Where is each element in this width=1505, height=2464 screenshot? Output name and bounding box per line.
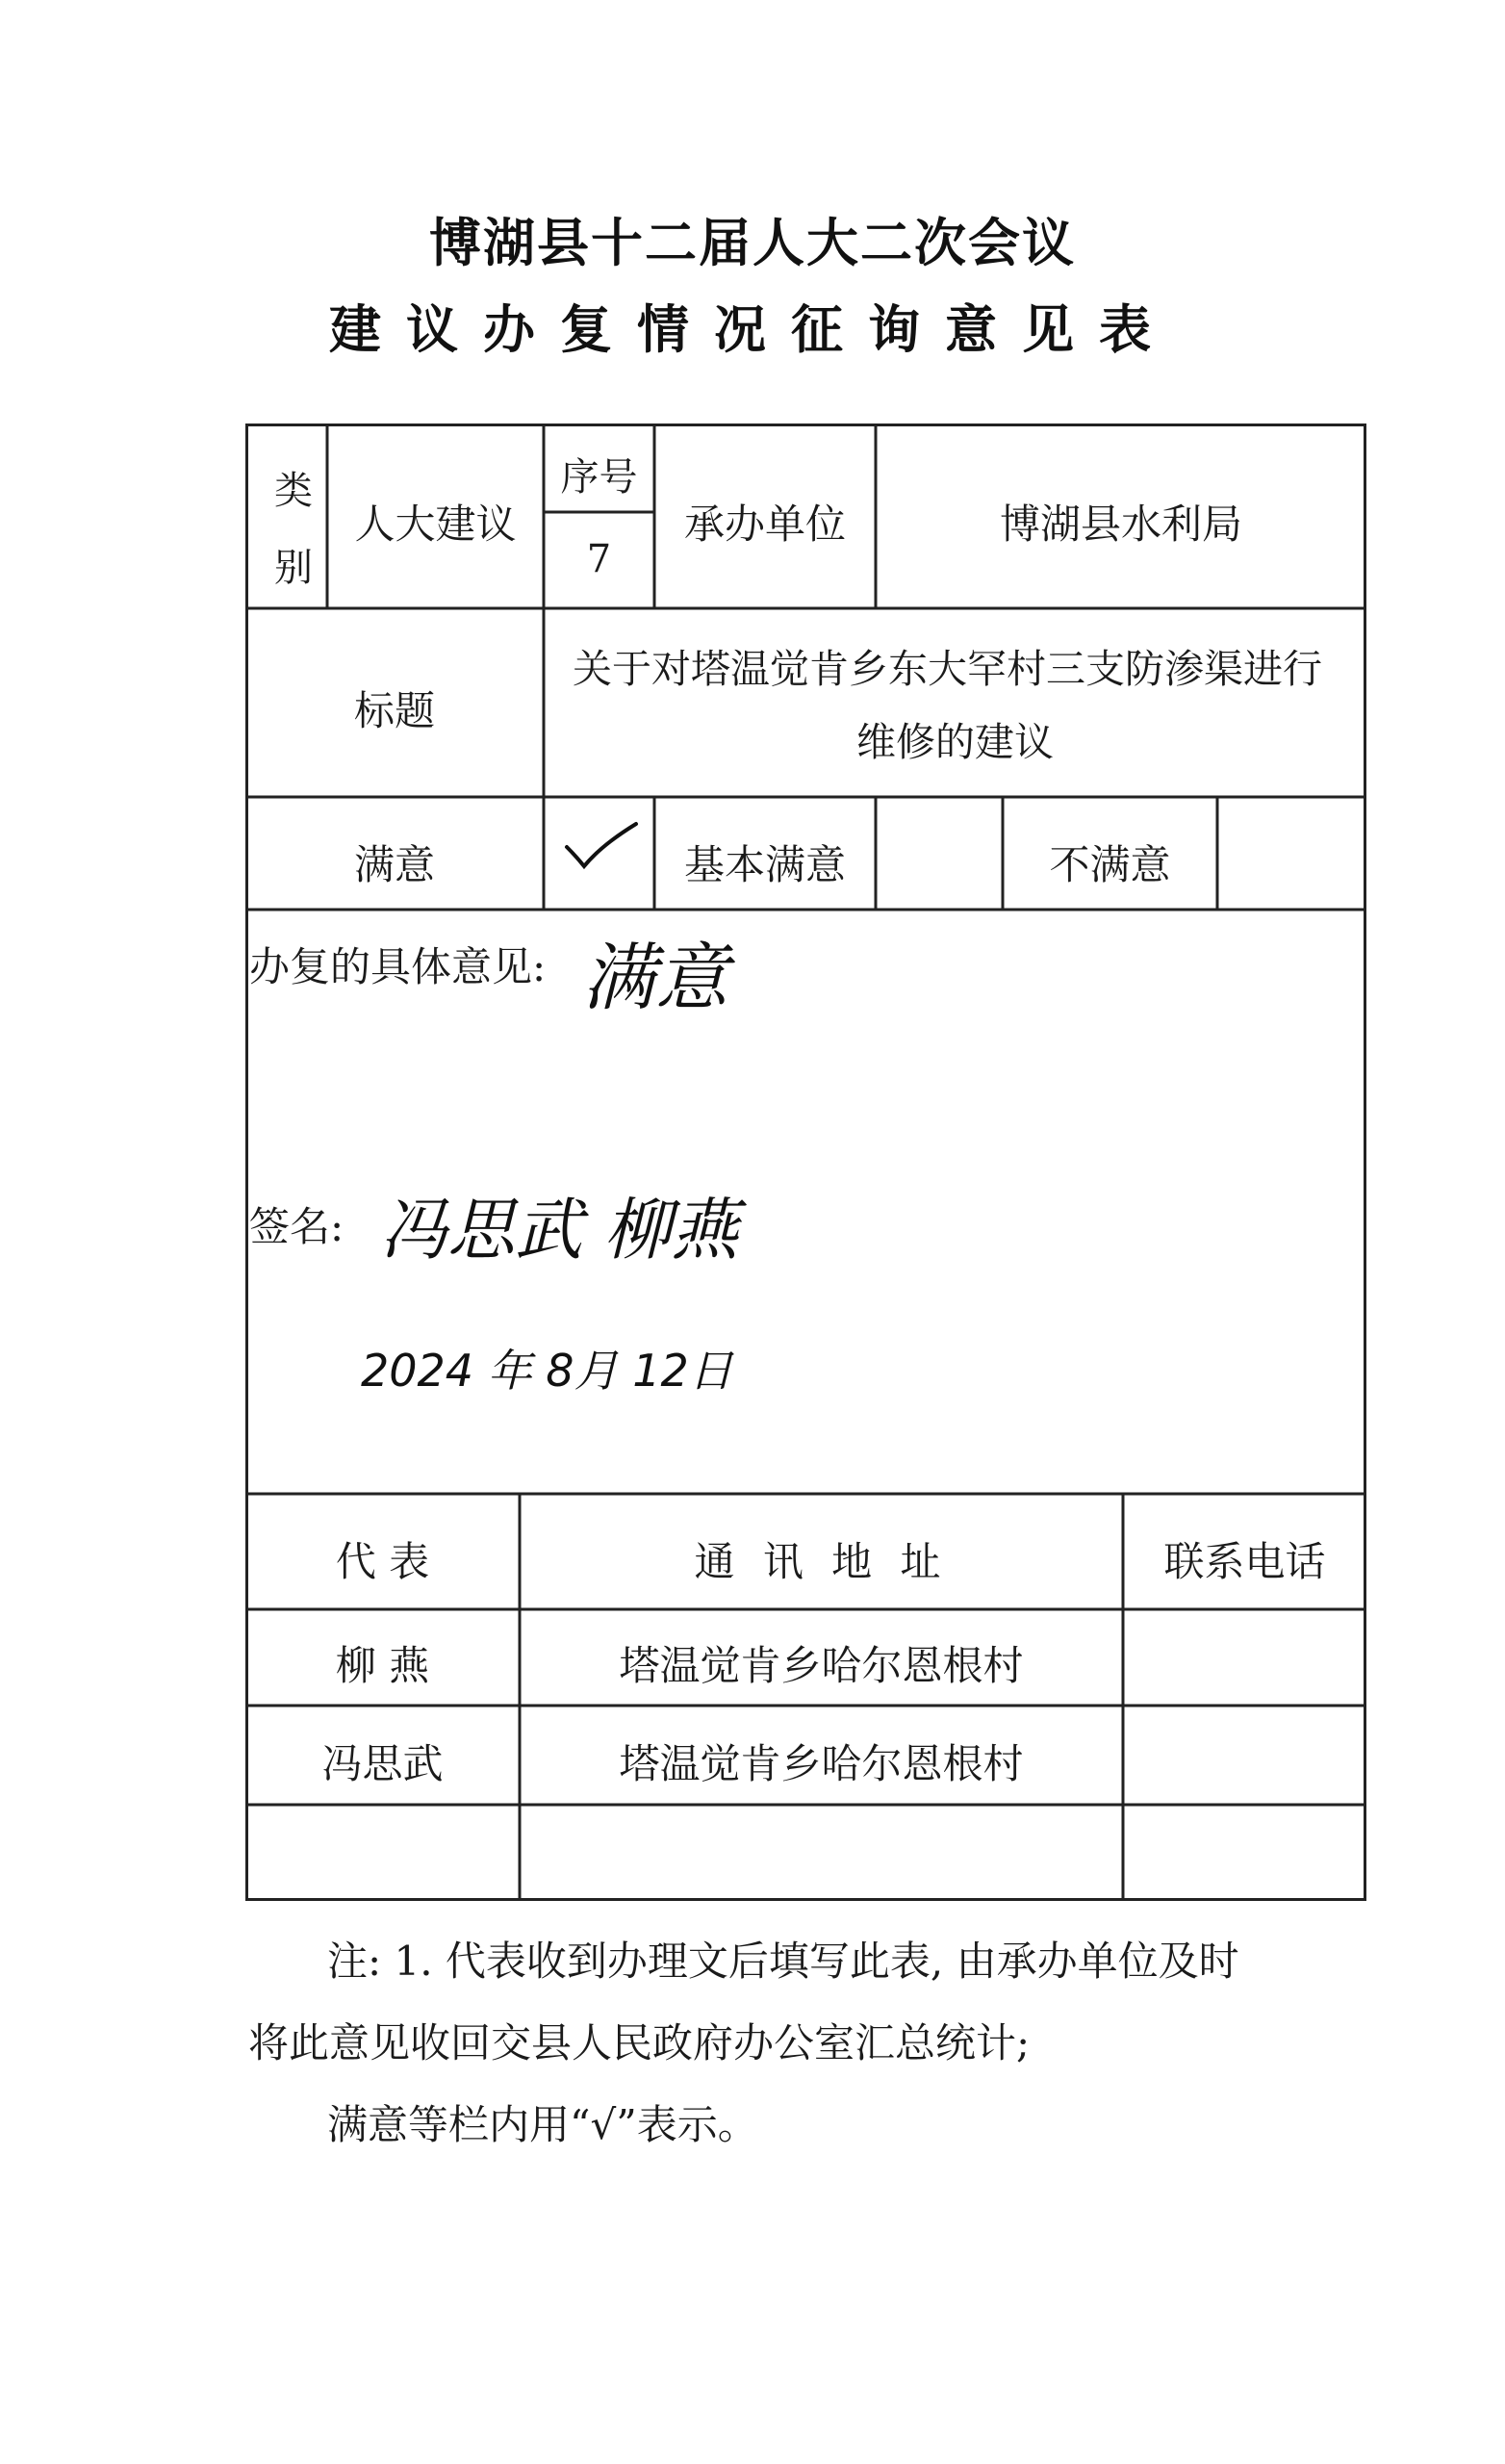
document-title: 博湖县十二届人大二次会议 <box>429 212 1076 273</box>
note-line-3: 满意等栏内用“√”表示。 <box>327 2101 758 2148</box>
document-subtitle: 建议办复情况征询意见表 <box>329 298 1176 360</box>
dissatisfied-label: 不满意 <box>1049 841 1171 888</box>
table-row-address: 塔温觉肯乡哈尔恩根村 <box>619 1642 1024 1689</box>
satisfied-label: 满意 <box>353 841 435 888</box>
feedback-form-table <box>245 424 1366 1901</box>
signature-handwritten: 冯思武 柳燕 <box>380 1191 739 1270</box>
handling-unit-value: 博湖县水利局 <box>999 500 1242 548</box>
basic-satisfied-label: 基本满意 <box>683 841 846 888</box>
subject-label: 标题 <box>353 687 435 734</box>
table-row-name: 柳 燕 <box>335 1642 430 1689</box>
note-line-2: 将此意见收回交县人民政府办公室汇总统计; <box>248 2019 1031 2066</box>
column-header-representative: 代 表 <box>335 1538 430 1585</box>
opinion-handwritten: 满意 <box>582 935 728 1020</box>
date-handwritten: 2024 年 8月 12日 <box>361 1345 733 1397</box>
handling-unit-label: 承办单位 <box>683 500 846 548</box>
serial-label: 序号 <box>560 455 638 500</box>
column-header-phone: 联系电话 <box>1163 1538 1326 1585</box>
category-label-char2: 别 <box>274 546 313 590</box>
table-row-address: 塔温觉肯乡哈尔恩根村 <box>619 1740 1024 1787</box>
category-value: 人大建议 <box>354 500 517 548</box>
opinion-label: 办复的具体意见: <box>249 943 547 990</box>
signature-label: 签名: <box>249 1203 344 1250</box>
table-row-name: 冯思武 <box>321 1740 444 1787</box>
column-header-address: 通 讯 地 址 <box>694 1538 949 1585</box>
checkmark-icon <box>563 818 640 876</box>
subject-line-1: 关于对塔温觉肯乡东大罕村三支防渗渠进行 <box>573 646 1322 692</box>
serial-value: 7 <box>586 537 612 581</box>
note-line-1: 注: 1. 代表收到办理文后填写此表, 由承办单位及时 <box>327 1938 1239 1985</box>
subject-line-2: 维修的建议 <box>856 719 1054 765</box>
category-label-char1: 类 <box>274 469 313 513</box>
